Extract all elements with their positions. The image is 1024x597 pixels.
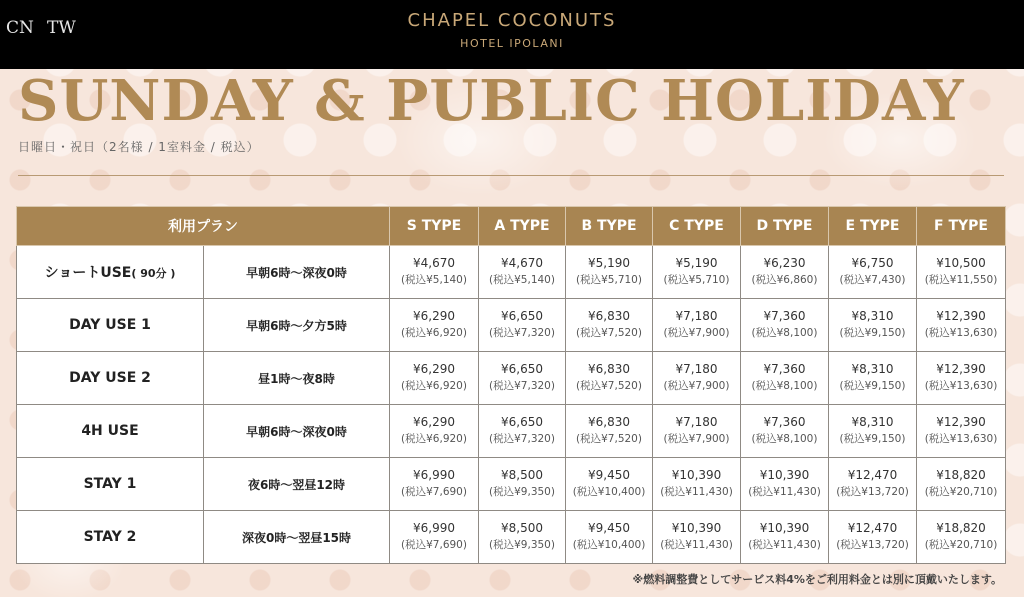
plan-name-cell: [17, 246, 204, 299]
price-base: ¥7,180: [675, 362, 718, 376]
price-with-tax: (税込¥9,350): [489, 486, 555, 498]
price-with-tax: (税込¥5,140): [489, 274, 555, 286]
price-cell: [917, 405, 1006, 458]
type-column-header: B TYPE: [566, 207, 653, 246]
plan-column-header: 利用プラン: [17, 207, 390, 246]
price-with-tax: (税込¥11,550): [924, 274, 998, 286]
price-base: ¥9,450: [588, 521, 630, 535]
price-with-tax: (税込¥9,350): [489, 539, 555, 551]
price-cell: [479, 458, 566, 511]
price-with-tax: (税込¥7,320): [489, 327, 555, 339]
price-cell: [653, 458, 741, 511]
price-base: ¥4,670: [413, 256, 455, 270]
price-cell: [829, 511, 917, 564]
plan-name-cell: [17, 299, 204, 352]
price-cell: [917, 458, 1006, 511]
price-base: ¥12,390: [936, 415, 986, 429]
price-cell: [829, 352, 917, 405]
price-base: ¥6,290: [413, 415, 455, 429]
price-base: ¥10,390: [671, 521, 722, 535]
type-column-header: A TYPE: [479, 207, 566, 246]
price-cell: [917, 246, 1006, 299]
price-cell: [390, 246, 479, 299]
type-column-header: F TYPE: [917, 207, 1006, 246]
price-with-tax: (税込¥7,520): [576, 433, 642, 445]
price-cell: [479, 299, 566, 352]
price-base: ¥10,500: [936, 256, 986, 270]
price-with-tax: (税込¥7,320): [489, 433, 555, 445]
price-with-tax: (税込¥7,320): [489, 380, 555, 392]
price-cell: [829, 405, 917, 458]
price-cell: [829, 246, 917, 299]
plan-name-cell: [17, 511, 204, 564]
price-cell: [479, 352, 566, 405]
plan-time-cell: 早朝6時～深夜0時: [204, 405, 390, 458]
plan-duration-note: ( 90分 ): [131, 267, 176, 280]
price-with-tax: (税込¥5,710): [663, 274, 730, 286]
price-with-tax: (税込¥9,150): [839, 433, 906, 445]
price-cell: [829, 458, 917, 511]
price-with-tax: (税込¥11,430): [748, 486, 821, 498]
plan-name-cell: [17, 458, 204, 511]
price-base: ¥6,650: [501, 415, 543, 429]
price-cell: [390, 458, 479, 511]
price-with-tax: (税込¥5,710): [576, 274, 642, 286]
price-base: ¥12,470: [847, 521, 898, 535]
price-with-tax: (税込¥13,720): [836, 539, 909, 551]
price-with-tax: (税込¥20,710): [924, 486, 998, 498]
divider: [18, 175, 1004, 176]
price-with-tax: (税込¥7,690): [401, 486, 467, 498]
price-with-tax: (税込¥7,900): [663, 433, 730, 445]
plan-name: STAY 1: [83, 476, 137, 492]
price-cell: [653, 352, 741, 405]
price-with-tax: (税込¥13,630): [924, 327, 998, 339]
price-base: ¥7,360: [763, 362, 806, 376]
type-column-header: E TYPE: [829, 207, 917, 246]
plan-time-cell: 昼1時～夜8時: [204, 352, 390, 405]
price-cell: [653, 511, 741, 564]
price-with-tax: (税込¥11,430): [748, 539, 821, 551]
price-with-tax: (税込¥6,860): [751, 274, 818, 286]
price-cell: [479, 405, 566, 458]
plan-time-cell: 深夜0時～翌昼15時: [204, 511, 390, 564]
price-with-tax: (税込¥20,710): [924, 539, 998, 551]
table-header-row: [17, 207, 1006, 246]
price-cell: [917, 299, 1006, 352]
price-with-tax: (税込¥6,920): [401, 327, 467, 339]
price-with-tax: (税込¥5,140): [401, 274, 467, 286]
table-row: [17, 458, 1006, 511]
price-base: ¥7,180: [675, 309, 718, 323]
plan-time-cell: 早朝6時～夕方5時: [204, 299, 390, 352]
price-base: ¥5,190: [588, 256, 630, 270]
price-base: ¥6,650: [501, 309, 543, 323]
page-title: SUNDAY & PUBLIC HOLIDAY: [18, 68, 965, 134]
price-with-tax: (税込¥7,690): [401, 539, 467, 551]
price-base: ¥6,290: [413, 309, 455, 323]
plan-name: DAY USE 1: [69, 317, 151, 333]
price-base: ¥6,830: [588, 362, 630, 376]
price-base: ¥6,230: [763, 256, 806, 270]
price-with-tax: (税込¥6,920): [401, 380, 467, 392]
price-with-tax: (税込¥8,100): [751, 327, 818, 339]
price-base: ¥18,820: [936, 468, 986, 482]
price-cell: [566, 299, 653, 352]
type-column-header: D TYPE: [741, 207, 829, 246]
price-cell: [566, 458, 653, 511]
price-with-tax: (税込¥8,100): [751, 433, 818, 445]
price-base: ¥9,450: [588, 468, 630, 482]
table-row: [17, 405, 1006, 458]
price-base: ¥7,360: [763, 309, 806, 323]
price-base: ¥6,650: [501, 362, 543, 376]
price-base: ¥6,830: [588, 415, 630, 429]
price-cell: [390, 511, 479, 564]
price-base: ¥12,470: [847, 468, 898, 482]
plan-name-cell: [17, 352, 204, 405]
price-cell: [653, 299, 741, 352]
price-base: ¥6,290: [413, 362, 455, 376]
price-base: ¥10,390: [759, 521, 810, 535]
price-cell: [917, 511, 1006, 564]
price-base: ¥8,310: [851, 415, 894, 429]
price-base: ¥8,500: [501, 521, 543, 535]
price-base: ¥6,990: [413, 468, 455, 482]
price-cell: [829, 299, 917, 352]
price-cell: [741, 299, 829, 352]
price-cell: [653, 405, 741, 458]
price-base: ¥5,190: [675, 256, 718, 270]
price-base: ¥10,390: [759, 468, 810, 482]
price-with-tax: (税込¥10,400): [572, 486, 646, 498]
price-with-tax: (税込¥8,100): [751, 380, 818, 392]
price-base: ¥7,180: [675, 415, 718, 429]
price-cell: [390, 352, 479, 405]
top-bar: [0, 0, 1024, 69]
plan-name: 4H USE: [81, 423, 139, 439]
price-base: ¥18,820: [936, 521, 986, 535]
page-subtitle: 日曜日・祝日（2名様 / 1室料金 / 税込）: [18, 140, 260, 154]
price-cell: [741, 352, 829, 405]
price-with-tax: (税込¥11,430): [660, 539, 733, 551]
price-base: ¥10,390: [671, 468, 722, 482]
table-row: [17, 511, 1006, 564]
price-with-tax: (税込¥10,400): [572, 539, 646, 551]
price-with-tax: (税込¥13,720): [836, 486, 909, 498]
price-with-tax: (税込¥9,150): [839, 380, 906, 392]
lang-tw-link[interactable]: TW: [47, 18, 76, 38]
plan-time-cell: 夜6時～翌昼12時: [204, 458, 390, 511]
type-column-header: S TYPE: [390, 207, 479, 246]
price-with-tax: (税込¥7,520): [576, 380, 642, 392]
plan-name-cell: [17, 405, 204, 458]
price-cell: [741, 511, 829, 564]
price-base: ¥4,670: [501, 256, 543, 270]
plan-time-cell: 早朝6時～深夜0時: [204, 246, 390, 299]
price-base: ¥12,390: [936, 362, 986, 376]
price-with-tax: (税込¥11,430): [660, 486, 733, 498]
plan-name: DAY USE 2: [69, 370, 151, 386]
price-base: ¥8,310: [851, 362, 894, 376]
price-with-tax: (税込¥6,920): [401, 433, 467, 445]
table-row: [17, 352, 1006, 405]
price-base: ¥8,500: [501, 468, 543, 482]
price-with-tax: (税込¥7,900): [663, 380, 730, 392]
price-base: ¥12,390: [936, 309, 986, 323]
price-with-tax: (税込¥7,520): [576, 327, 642, 339]
price-base: ¥8,310: [851, 309, 894, 323]
price-cell: [741, 458, 829, 511]
price-base: ¥6,990: [413, 521, 455, 535]
price-cell: [566, 511, 653, 564]
price-base: ¥6,830: [588, 309, 630, 323]
price-cell: [479, 246, 566, 299]
price-cell: [390, 405, 479, 458]
price-with-tax: (税込¥9,150): [839, 327, 906, 339]
price-table: [16, 206, 1006, 564]
price-with-tax: (税込¥13,630): [924, 433, 998, 445]
brand-logo-text[interactable]: CHAPEL COCONUTS: [407, 10, 617, 31]
price-cell: [566, 352, 653, 405]
lang-cn-link[interactable]: CN: [6, 18, 34, 38]
brand-subtitle: HOTEL IPOLANI: [460, 37, 564, 50]
price-cell: [917, 352, 1006, 405]
price-cell: [566, 405, 653, 458]
price-cell: [741, 246, 829, 299]
price-base: ¥6,750: [851, 256, 894, 270]
type-column-header: C TYPE: [653, 207, 741, 246]
price-with-tax: (税込¥7,900): [663, 327, 730, 339]
price-cell: [479, 511, 566, 564]
footnote: ※燃料調整費としてサービス料4%をご利用料金とは別に頂戴いたします。: [632, 573, 1002, 586]
price-cell: [741, 405, 829, 458]
plan-name: ショートUSE: [44, 265, 132, 281]
price-cell: [390, 299, 479, 352]
table-row: [17, 299, 1006, 352]
price-with-tax: (税込¥13,630): [924, 380, 998, 392]
price-cell: [566, 246, 653, 299]
price-with-tax: (税込¥7,430): [839, 274, 906, 286]
price-cell: [653, 246, 741, 299]
table-row: [17, 246, 1006, 299]
plan-name: STAY 2: [83, 529, 137, 545]
price-base: ¥7,360: [763, 415, 806, 429]
